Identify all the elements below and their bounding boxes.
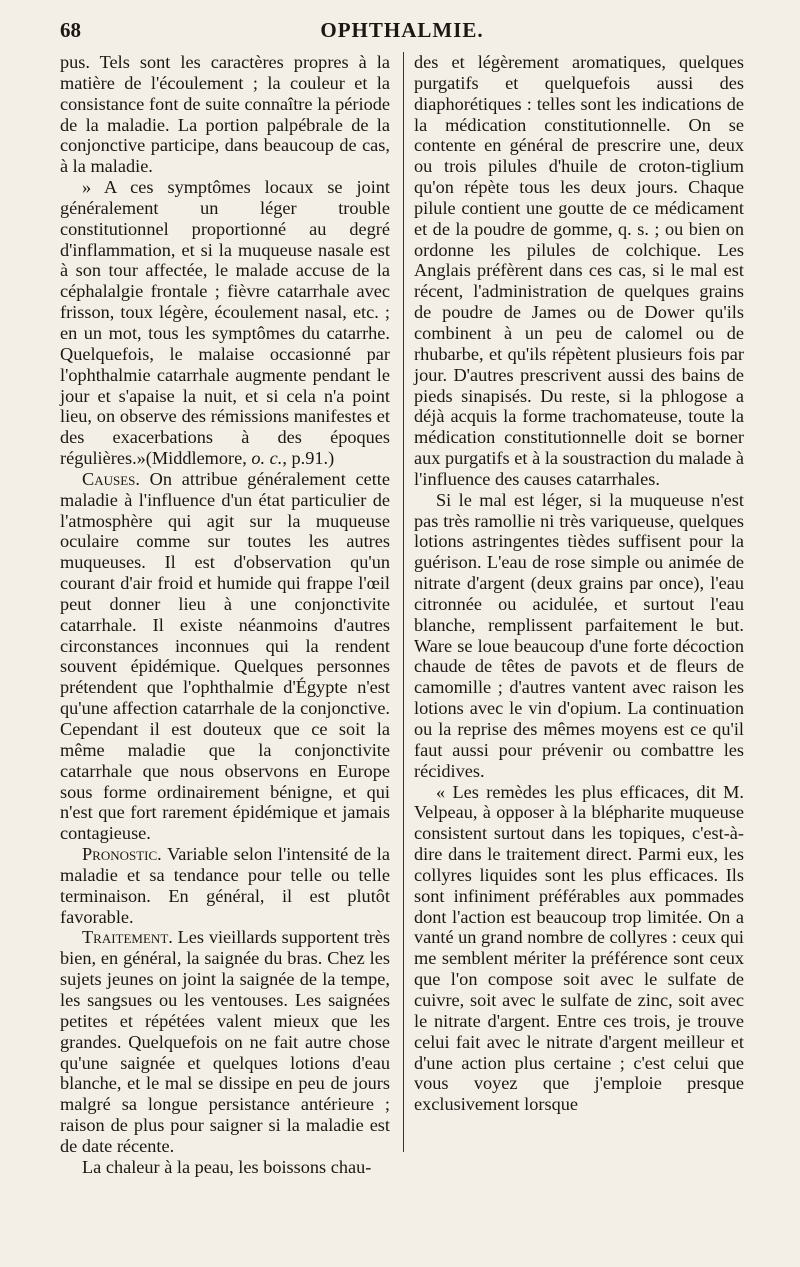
page-header xyxy=(60,18,744,46)
paragraph: des et légèrement aromatiques, quelques purgatifs et quelquefois aussi des diaphorétiques : telles sont les indications de la médication constitutionnelle. On se contente en général de prescrire une, deux ou trois pilules d'huile de croton-tiglium qu'on répète tous les deux jours. Chaque pilule contient une goutte de ce médicament et de la poudre de gomme, q. s. ; ou bien on ordonne les pilules de colchique. Les Anglais préfèrent dans ces cas, si le mal est récent, l'administration de quelques grains de poudre de James ou de Dower qu'ils combinent à un peu de calomel ou de rhubarbe, et qu'ils répètent plusieurs fois par jour. D'autres prescrivent aussi des bains de pieds sinapisés. Du reste, si la phlogose a déjà acquis la forme trachomateuse, toute la médication constitutionnelle doit se borner aux purgatifs et à la soustraction du malade à l'influence des causes catarrhales. xyxy=(414,52,744,489)
running-title: OPHTHALMIE. xyxy=(320,18,484,42)
traitement-text: Les vieillards supportent très bien, en général, la saignée du bras. Chez les sujets jeunes on joint la saignée de la tempe, les sangsues ou les ventouses. Les saignées petites et répétées valent mieux que les grandes. Quelquefois on ne fait autre chose qu'une saignée et quelques lotions d'eau blanche, et le mal se dissipe en peu de jours malgré sa longue persistance antérieure ; raison de plus pour saigner si la maladie est de date récente. xyxy=(60,927,390,1156)
section-heading-traitement: Traitement. xyxy=(82,927,173,948)
right-column xyxy=(414,52,744,1115)
paragraph-quote xyxy=(60,177,390,469)
paragraph: pus. Tels sont les caractères propres à la matière de l'écoulement ; la couleur et la consistance font de suite connaître la période de la maladie. La portion palpébrale de la conjonctive participe, dans beaucoup de cas, à la maladie. xyxy=(60,52,390,177)
page-number: 68 xyxy=(60,18,81,42)
section-causes xyxy=(60,469,390,844)
citation-ref: o. c. xyxy=(251,448,283,469)
section-heading-pronostic: Pronostic. xyxy=(82,844,162,865)
section-pronostic xyxy=(60,844,390,927)
section-traitement xyxy=(60,927,390,1156)
paragraph-quote: « Les remèdes les plus efficaces, dit M. Velpeau, à opposer à la blépharite muqueuse consistent surtout dans les topiques, c'est-à-dire dans le traitement direct. Parmi eux, les collyres liquides sont les plus efficaces. Ils sont infiniment préférables aux pommades dont l'action est beaucoup trop limitée. On a vanté un grand nombre de collyres : ceux qui me semblent mériter la préférence sont ceux que l'on compose soit avec le sulfate de cuivre, soit avec le sulfate de zinc, soit avec le nitrate d'argent. Entre ces trois, je trouve celui fait avec le nitrate d'argent meilleur et d'une action plus certaine ; c'est celui que vous voyez que j'emploie presque exclusivement lorsque xyxy=(414,781,744,1115)
pronostic-text: Variable selon l'intensité de la maladie et sa tendance pour telle ou telle terminaison. En général, il est plutôt favorable. xyxy=(60,844,390,927)
section-heading-causes: Causes. xyxy=(82,468,140,489)
paragraph: La chaleur à la peau, les boissons chau- xyxy=(82,1156,372,1177)
paragraph: Si le mal est léger, si la muqueuse n'est pas très ramollie ni très variqueuse, quelques lotions astringentes tièdes suffisent pour la guérison. L'eau de rose simple ou animée de nitrate d'argent (deux grains par once), l'eau citronnée ou acidulée, et surtout l'eau blanche, remplissent parfaitement le but. Ware se loue beaucoup d'une forte décoction chaude de têtes de pavots et de fleurs de camomille ; d'autres vantent avec raison les lotions avec le vin d'opium. La continuation ou la reprise des mêmes moyens est ce qu'il faut aussi pour prévenir ou combattre les récidives. xyxy=(414,489,744,781)
quote-text: » A ces symptômes locaux se joint généralement un léger trouble constitutionnel proportionné au degré d'inflammation, et si la muqueuse nasale est à son tour affectée, le malade accuse de la céphalalgie frontale ; fièvre catarrhale avec frisson, toux légère, écoulement nasal, etc. ; en un mot, tous les symptômes du catarrhe. Quelquefois, le malaise occasionné par l'ophthalmie catarrhale augmente pendant le jour et s'apaise la nuit, et si cela n'a point lieu, on observe des rémissions manifestes et des exacerbations à des époques régulières.»(Middlemore, xyxy=(60,177,390,469)
causes-text: On attribue généralement cette maladie à l'influence d'un état particulier de l'atmosphère qui agit sur la muqueuse oculaire comme sur toutes les autres muqueuses. Il est d'observation qu'un courant d'air froid et humide qui frappe l'œil peut donner lieu à une conjonctivite catarrhale. Il existe néanmoins d'autres circonstances inconnues qui la rendent souvent épidémique. Quelques personnes prétendent que l'ophthalmie d'Égypte n'est qu'une affection catarrhale de la conjonctive. Cependant il est douteux que ce soit la même maladie que la conjonctivite catarrhale que nous observons en Europe sous forme ordinairement bénigne, et qui n'est que fort rarement épidémique et jamais contagieuse. xyxy=(60,468,390,844)
left-column xyxy=(60,52,390,1178)
column-divider xyxy=(403,52,404,1152)
citation-page: , p.91.) xyxy=(282,448,335,469)
